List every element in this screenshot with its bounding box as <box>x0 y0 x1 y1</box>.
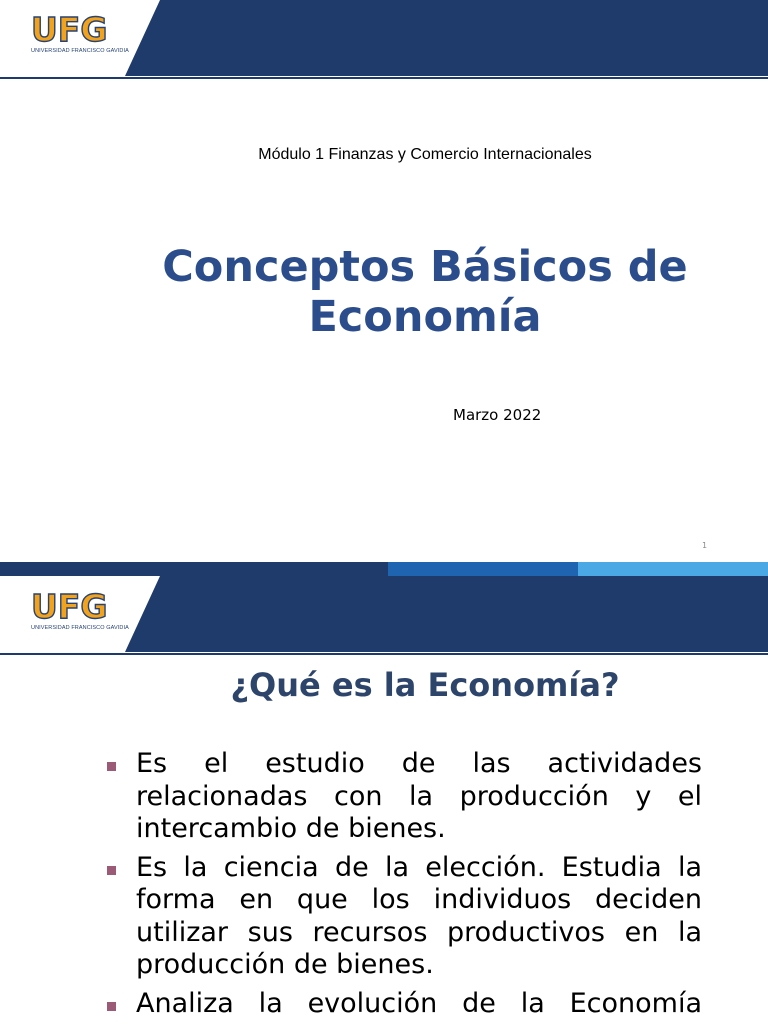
ufg-logo <box>31 12 129 55</box>
stripe-blue <box>388 562 578 576</box>
header-underline <box>0 77 768 79</box>
bullet-square-icon <box>107 762 116 771</box>
slide-heading: ¿Qué es la Economía? <box>230 666 620 704</box>
stripe-navy <box>0 562 388 576</box>
bullet-item <box>106 852 702 982</box>
bullet-square-icon <box>107 1002 116 1011</box>
logo-subtext: UNIVERSIDAD FRANCISCO GAVIDIA <box>31 48 129 54</box>
slide-title: Conceptos Básicos de Economía <box>162 242 688 342</box>
logo-text: UFG <box>31 10 108 49</box>
ufg-logo <box>31 589 129 632</box>
bullet-text: Analiza la evolución de la Economía <box>136 987 702 1019</box>
header-underline <box>0 653 768 655</box>
logo-subtext: UNIVERSIDAD FRANCISCO GAVIDIA <box>31 625 129 631</box>
stripe-light-blue <box>578 562 768 576</box>
bullet-item <box>106 988 702 1021</box>
bullet-text: Es el estudio de las actividades relacionadas con la producción y el intercambio de bienes. <box>136 748 702 844</box>
bullet-list <box>106 748 702 1026</box>
bullet-square-icon <box>107 866 116 875</box>
bullet-item <box>106 748 702 846</box>
bullet-text: Es la ciencia de la elección. Estudia la forma en que los individuos deciden utilizar sus recursos productivos en la producción de bienes. <box>136 851 702 980</box>
top-stripes <box>0 562 768 576</box>
module-subtitle: Módulo 1 Finanzas y Comercio Internacionales <box>258 146 592 163</box>
slide-date: Marzo 2022 <box>453 406 542 424</box>
logo-text: UFG <box>31 587 108 626</box>
page-number: 1 <box>702 541 708 550</box>
